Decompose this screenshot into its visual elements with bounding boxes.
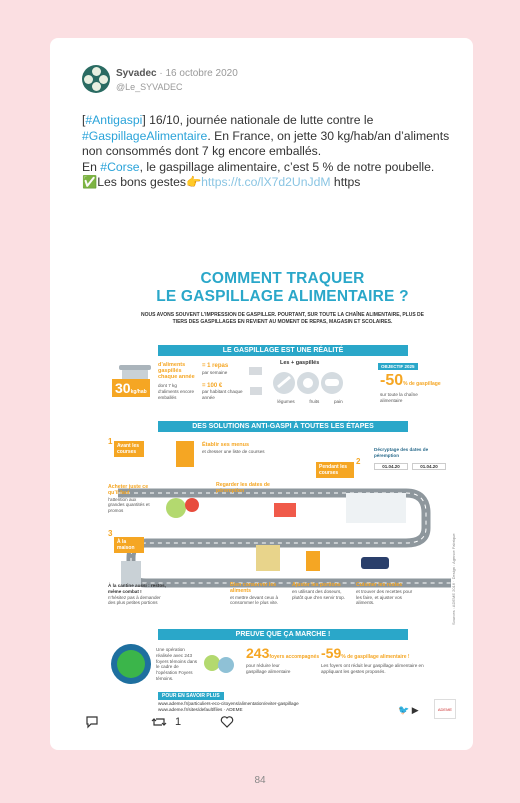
objectif-label: OBJECTIF 2025 (378, 363, 418, 370)
side-credit: Sources : ADEME 2016 · Design : Agence Fabrique (451, 533, 456, 625)
kg-badge: 30kg/hab (112, 379, 150, 397)
solutions-section (106, 433, 459, 615)
step3-number: 3 (108, 529, 113, 538)
repas-stat: = 1 repas par semaine = 100 € par habitant chaque année (202, 363, 243, 401)
heart-icon (220, 715, 234, 729)
reality-section (110, 359, 455, 419)
kg-description: d’aliments gaspillés chaque année dont 7 kg d’aliments encore emballés (158, 362, 195, 400)
proof-number: 243foyers accompagnés (246, 645, 320, 661)
infographic-image[interactable] (106, 265, 459, 728)
step1-number: 1 (108, 437, 113, 446)
pour-en-savoir-plus: POUR EN SAVOIR PLUS (158, 692, 224, 700)
youtube-icon[interactable]: ▶ (411, 705, 419, 715)
cantine-block: À la cantine aussi : restos, même combat ! n’hésitez pas à demander des plus petites portions (108, 583, 166, 606)
user-line (116, 68, 238, 79)
twitter-icon[interactable]: 🐦 (398, 705, 410, 715)
avatar[interactable] (82, 65, 110, 93)
infographic-title: COMMENT TRAQUER LE GASPILLAGE ALIMENTAIRE ? (156, 270, 409, 305)
proof-description: Une opération réalisée avec 243 foyers témoins dans le cadre de l’opération Foyers témoins. (156, 647, 198, 681)
page-number: 84 (254, 775, 266, 786)
retweet-button[interactable] (151, 715, 181, 729)
step2-number: 2 (356, 457, 361, 466)
infographic-intro: NOUS AVONS SOUVENT L’IMPRESSION DE GASPILLER. POURTANT, SUR TOUTE LA CHAÎNE ALIMENTAIRE, PLUS DE TIERS DES GASPILLAGES EN REVIENT AU MOMENT DE REPAS, MAGASIN ET SCOLAIRES. (141, 312, 424, 325)
ajuster-block: Ajuster les portions en utilisant des doseurs, plutôt que d’en servir trop. (292, 582, 346, 600)
band-reality: LE GASPILLAGE EST UNE RÉALITÉ (158, 345, 408, 356)
families-icon (202, 651, 236, 679)
cuisiner-block: Cuisiner les restes et trouver des recettes pour les faire, et ajuster vos aliments. (356, 582, 413, 606)
dlc-date: 01.04.20 (374, 463, 408, 470)
band-proof: PREUVE QUE ÇA MARCHE ! (158, 629, 408, 640)
like-button[interactable] (220, 715, 234, 732)
proof-percent: -59% de gaspillage alimentaire ! (321, 645, 410, 661)
reply-icon (85, 715, 99, 729)
step1-label: Avant les courses (114, 441, 144, 457)
band-solutions: DES SOLUTIONS ANTI-GASPI À TOUTES LES ÉTAPES (158, 421, 408, 432)
dates-title: Décryptage des dates de péremption (374, 447, 429, 458)
ddm-date: 01.04.20 (412, 463, 446, 470)
retweet-count: 1 (175, 716, 182, 728)
reply-button[interactable] (85, 715, 99, 732)
regarder-block: Regarder les dates de péremption (216, 482, 270, 494)
money-icon (248, 365, 264, 401)
food-items-labels: légumes fruits pain (277, 399, 343, 404)
proof-number-desc: pour réduire leur gaspillage alimentaire (246, 663, 291, 674)
objectif-desc: sur toute la chaîne alimentaire (380, 392, 418, 403)
step2-label: Pendant les courses (316, 462, 354, 478)
acheter-block: Acheter juste ce qu’il faut l’attention aux grandes quantités et promos (108, 484, 150, 514)
resource-urls: www.ademe.fr/particuliers-eco-citoyens/alimentation/eviter-gaspillage www.ademe.fr/sites/default/files · ADEME (158, 701, 299, 712)
social-icons (398, 705, 419, 716)
retweet-icon (151, 715, 167, 729)
ademe-logo: ADEME (434, 699, 456, 719)
tweet-date[interactable]: · 16 octobre 2020 (159, 68, 238, 79)
conserver-block: Bien conserver les aliments et mettre devant ceux à consommer le plus vite. (230, 582, 279, 606)
food-items-icon (268, 369, 348, 397)
proof-percent-desc: Les foyers ont réduit leur gaspillage alimentaire en appliquant les gestes proposés. (321, 663, 424, 674)
tweet-card (50, 38, 473, 750)
tweet-text: [#Antigaspi] 16/10, journée nationale de lutte contre le #GaspillageAlimentaire. En France, on jette 30 kg/hab/an d’aliments non consommés dont 7 kg encore emballés. En #Corse, le gaspillage alimentaire, c’est 5 % de notre poubelle. ✅Les bons gestes👉https://t.co/lX7d2UnJdM https (82, 113, 450, 189)
step3-label: À la maison (114, 537, 144, 553)
point-emoji: 👉 (185, 175, 202, 189)
tweet-link[interactable]: https://t.co/lX7d2UnJdM (201, 175, 331, 189)
foyers-temoins-logo-icon (110, 643, 152, 685)
check-emoji: ✅ (82, 175, 98, 189)
hashtag-corse[interactable]: #Corse (100, 159, 140, 174)
objectif-value: -50% de gaspillage (380, 372, 441, 389)
plus-gaspilles-label: Les + gaspillés (280, 360, 320, 366)
hashtag-antigaspi[interactable]: #Antigaspi (85, 113, 143, 127)
hashtag-gaspillage[interactable]: #GaspillageAlimentaire (82, 128, 208, 143)
user-handle[interactable]: @Le_SYVADEC (116, 82, 183, 92)
display-name[interactable]: Syvadec (116, 68, 157, 79)
step1-action: Établir ses menus et dresser une liste de courses (202, 442, 265, 454)
